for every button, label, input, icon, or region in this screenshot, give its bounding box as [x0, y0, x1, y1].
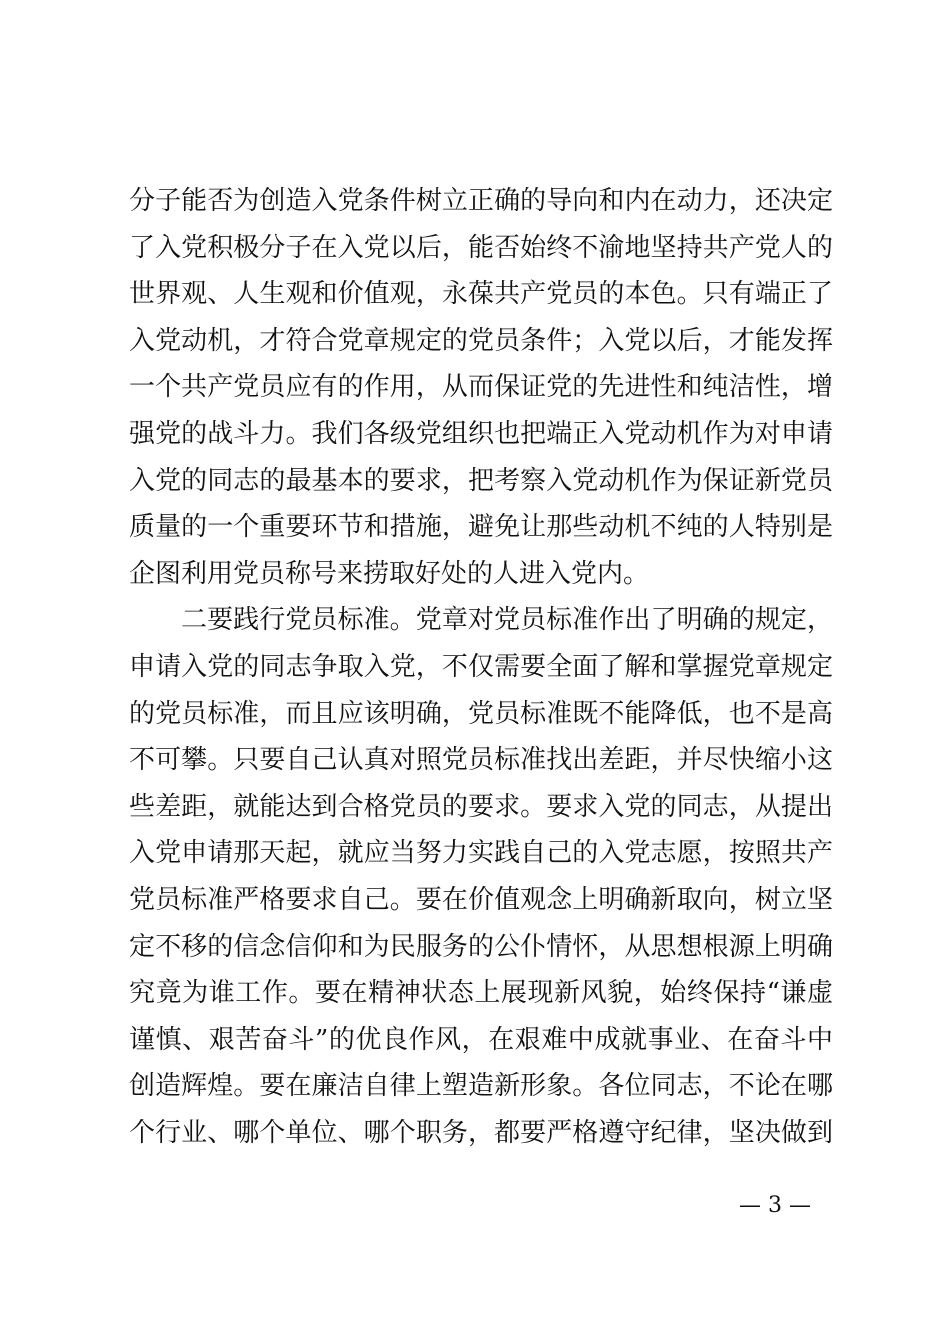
text-line-9: 企图利用党员称号来捞取好处的人进入党内。 [129, 558, 650, 589]
text-line-3: 世界观、人生观和价值观，永葆共产党员的本色。只有端正了 [129, 279, 833, 310]
text-line-14: 些差距，就能达到合格党员的要求。要求入党的同志，从提出 [129, 791, 833, 822]
text-line-8: 质量的一个重要环节和措施，避免让那些动机不纯的人特别是 [129, 512, 833, 543]
text-line-4: 入党动机，才符合党章规定的党员条件；入党以后，才能发挥 [129, 325, 833, 356]
text-line-15: 入党申请那天起，就应当努力实践自己的入党志愿，按照共产 [129, 838, 833, 869]
text-line-6: 强党的战斗力。我们各级党组织也把端正入党动机作为对申请 [129, 418, 833, 449]
text-line-2: 了入党积极分子在入党以后，能否始终不渝地坚持共产党人的 [129, 232, 833, 263]
text-line-19: 谨慎、艰苦奋斗”的优良作风，在艰难中成就事业、在奋斗中 [129, 1024, 833, 1055]
text-line-20: 创造辉煌。要在廉洁自律上塑造新形象。各位同志，不论在哪 [129, 1071, 833, 1102]
text-line-10: 二要践行党员标准。党章对党员标准作出了明确的规定， [181, 605, 833, 636]
text-line-17: 定不移的信念信仰和为民服务的公仆情怀，从思想根源上明确 [129, 931, 833, 962]
text-line-12: 的党员标准，而且应该明确，党员标准既不能降低，也不是高 [129, 698, 833, 729]
text-line-13: 不可攀。只要自己认真对照党员标准找出差距，并尽快缩小这 [129, 745, 833, 776]
text-line-21: 个行业、哪个单位、哪个职务，都要严格遵守纪律，坚决做到 [129, 1117, 833, 1148]
text-line-18: 究竟为谁工作。要在精神状态上展现新风貌，始终保持“谦虚 [129, 978, 833, 1009]
text-line-16: 党员标准严格要求自己。要在价值观念上明确新取向，树立坚 [129, 884, 833, 915]
body-text [129, 178, 833, 1156]
text-line-7: 入党的同志的最基本的要求，把考察入党动机作为保证新党员 [129, 465, 833, 496]
text-line-1: 分子能否为创造入党条件树立正确的导向和内在动力，还决定 [129, 186, 833, 216]
page-number: — 3 — [739, 1193, 811, 1218]
text-line-11: 申请入党的同志争取入党，不仅需要全面了解和掌握党章规定 [129, 651, 833, 682]
text-line-5: 一个共产党员应有的作用，从而保证党的先进性和纯洁性，增 [129, 372, 833, 403]
